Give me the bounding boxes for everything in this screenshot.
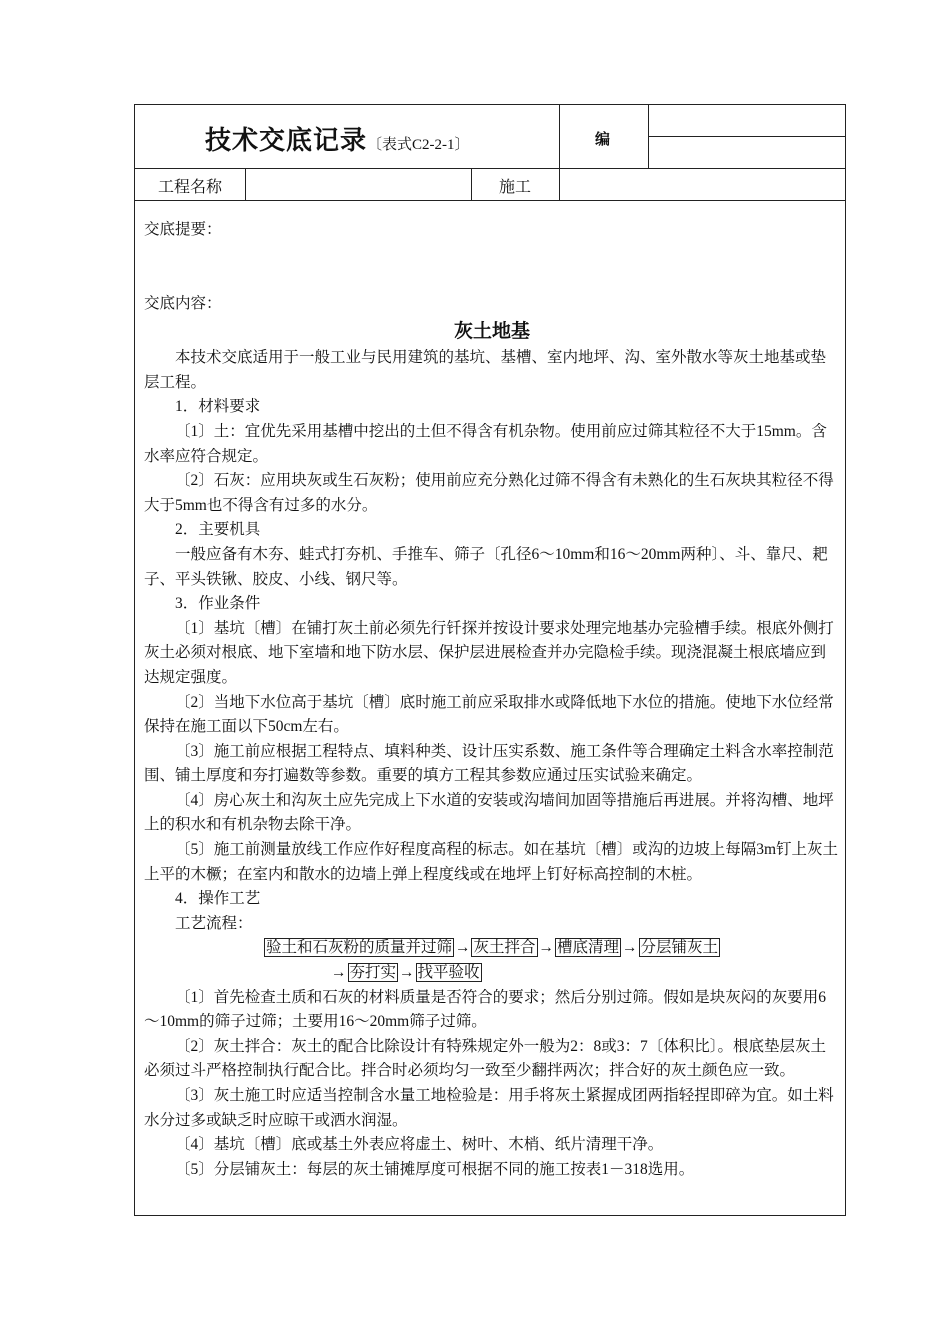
conditions-item-3: 〔3〕施工前应根据工程特点、填料种类、设计压实系数、施工条件等合理确定土料含水率控制范围、铺土厚度和夯打遍数等参数。重要的填方工程其参数应通过压实试验来确定。 xyxy=(144,742,834,785)
flow-arrow: → xyxy=(538,939,554,957)
conditions-item-5: 〔5〕施工前测量放线工作应作好程度高程的标志。如在基坑〔槽〕或沟的边坡上每隔3m钉上灰土上平的木橛；在室内和散水的边墙上弹上程度线或在地坪上钉好标高控制的木桩。 xyxy=(144,841,839,883)
flow-arrow: → xyxy=(399,964,415,982)
process-flow-row-2 xyxy=(144,961,840,986)
flow-step-level: 找平验收 xyxy=(417,964,480,982)
disclosure-body xyxy=(144,218,840,1182)
flow-label: 工艺流程： xyxy=(175,914,253,932)
conditions-title: 3．作业条件 xyxy=(175,595,261,613)
section-heading: 灰土地基 xyxy=(453,320,530,343)
col-divider-title xyxy=(559,104,560,168)
process-item-3: 〔3〕灰土施工时应适当控制含水量工地检验是：用手将灰土紧握成团两指轻捏即碎为宜。如土料水分过多或缺乏时应晾干或洒水润湿。 xyxy=(144,1087,834,1129)
title-text: 技术交底记录 xyxy=(205,126,368,156)
flow-step-mix: 灰土拌合 xyxy=(473,939,536,957)
document-title xyxy=(205,120,470,157)
conditions-item-1: 〔1〕基坑〔槽〕在铺打灰土前必须先行钎探并按设计要求处理完地基办完验槽手续。根底外侧打灰土必须对根底、地下室墙和地下防水层、保护层进展检查并办完隐检手续。现浇混凝土根底墙应到达规定强度。 xyxy=(144,619,834,686)
col-divider-project-value xyxy=(471,168,472,200)
project-name-label: 工程名称 xyxy=(158,179,223,196)
flow-arrow: → xyxy=(622,939,638,957)
flow-step-tamp: 夯打实 xyxy=(349,964,397,982)
code-subdivider xyxy=(648,136,846,137)
process-item-1: 〔1〕首先检查土质和石灰的材料质量是否符合的要求；然后分别过筛。假如是块灰闷的灰要用6～10mm的筛子过筛；土要用16～20mm筛子过筛。 xyxy=(144,988,827,1031)
construction-label: 施工 xyxy=(499,179,532,196)
tools-title: 2．主要机具 xyxy=(175,521,261,539)
process-item-2: 〔2〕灰土拌合：灰土的配合比除设计有特殊规定外一般为2：8或3：7〔体积比〕。根底垫层灰土必须过斗严格控制执行配合比。拌合时必须均匀一致至少翻拌两次；拌合好的灰土颜色应一致。 xyxy=(144,1037,827,1080)
conditions-item-2: 〔2〕当地下水位高于基坑〔槽〕底时施工前应采取排水或降低地下水位的措施。使地下水位经常保持在施工面以下50cm左右。 xyxy=(144,693,834,736)
materials-lime: 〔2〕石灰：应用块灰或生石灰粉；使用前应充分熟化过筛不得含有未熟化的生石灰块其粒径不得大于5mm也不得含有过多的水分。 xyxy=(144,472,834,514)
content-label: 交底内容： xyxy=(144,294,222,312)
process-title: 4．操作工艺 xyxy=(175,890,261,908)
code-label: 编 xyxy=(595,130,611,148)
flow-arrow: → xyxy=(331,964,347,982)
summary-label: 交底提要： xyxy=(144,221,222,238)
row-divider-project xyxy=(134,200,846,201)
col-divider-code xyxy=(648,104,649,168)
flow-step-spread: 分层铺灰土 xyxy=(640,939,719,957)
flow-step-sieve: 验土和石灰粉的质量并过筛 xyxy=(265,939,452,957)
col-divider-construction xyxy=(559,168,560,200)
process-item-5: 〔5〕分层铺灰土：每层的灰土铺摊厚度可根据不同的施工按表1－318选用。 xyxy=(175,1160,695,1178)
col-divider-project-label xyxy=(245,168,246,200)
conditions-item-4: 〔4〕房心灰土和沟灰土应先完成上下水道的安装或沟墙间加固等措施后再进展。并将沟槽、地坪上的积水和有机杂物去除干净。 xyxy=(144,791,834,834)
form-number: 〔表式C2-2-1〕 xyxy=(367,137,470,153)
summary-blank xyxy=(144,243,840,292)
process-item-4: 〔4〕基坑〔槽〕底或基土外表应将虚土、树叶、木梢、纸片清理干净。 xyxy=(175,1136,664,1154)
materials-soil: 〔1〕土：宜优先采用基槽中挖出的土但不得含有机杂物。使用前应过筛其粒径不大于15mm。含水率应符合规定。 xyxy=(144,422,827,465)
intro-paragraph: 本技术交底适用于一般工业与民用建筑的基坑、基槽、室内地坪、沟、室外散水等灰土地基或垫层工程。 xyxy=(144,349,827,391)
flow-arrow: → xyxy=(454,939,471,957)
row-divider-header xyxy=(134,168,846,169)
process-flow-row-1 xyxy=(144,936,840,961)
tools-paragraph: 一般应备有木夯、蛙式打夯机、手推车、筛子〔孔径6～10mm和16～20mm两种〕、斗、靠尺、耙子、平头铁锹、胶皮、小线、钢尺等。 xyxy=(144,545,828,588)
materials-title: 1．材料要求 xyxy=(175,398,261,416)
flow-step-clean: 槽底清理 xyxy=(557,939,620,957)
